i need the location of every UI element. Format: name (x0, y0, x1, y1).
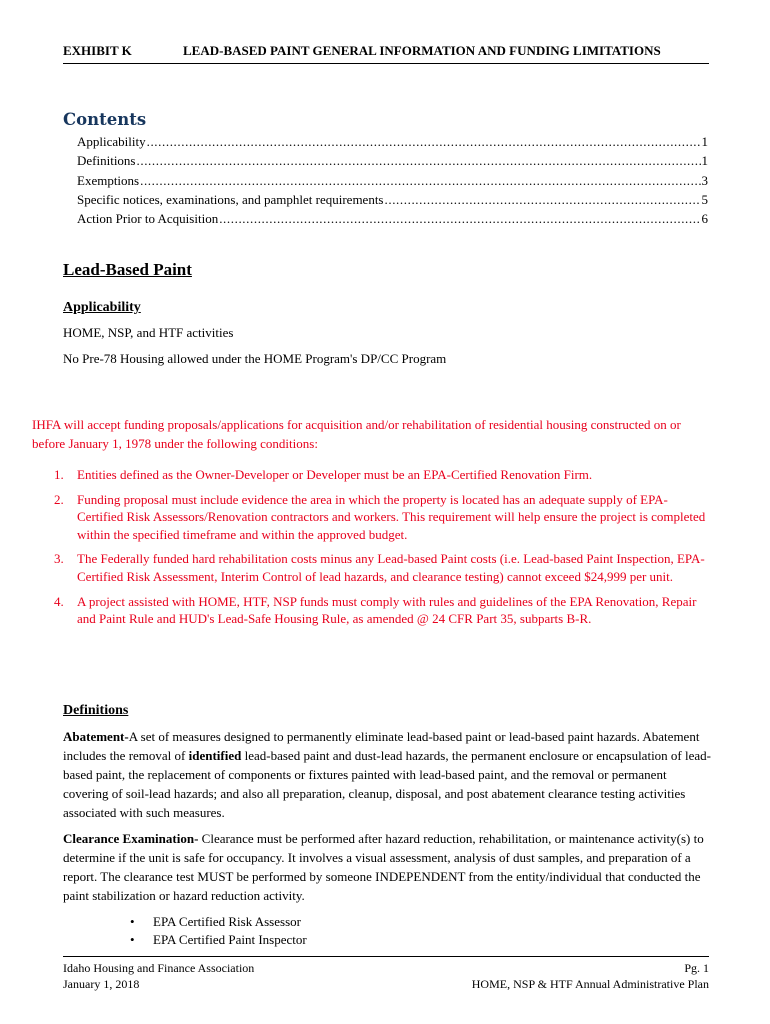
condition-text: The Federally funded hard rehabilitation costs minus any Lead-based Paint costs (i.e. Lead-based Paint Inspection, EPA- Certified Risk Assessment, Interim Control of lead hazards, and clearance testing) cannot exceed $24,999 per unit. (77, 551, 705, 584)
list-item-text: EPA Certified Paint Inspector (153, 932, 307, 947)
bullet-icon: • (130, 932, 135, 947)
toc-entry-label: Exemptions (77, 172, 140, 188)
applicability-heading: Applicability (63, 300, 141, 315)
toc-entry-label: Action Prior to Acquisition (77, 211, 219, 227)
clearance-text: Clearance must be performed after hazard reduction, rehabilitation, or maintenance activity(s) to determine if the unit is safe for occupancy. It involves a visual assessment, analysis of dust samples, and preparation of a report. The clearance test MUST be performed by someone INDEPENDENT from the entity/individual that conducted the paint stabilization or hazard reduction activity. (63, 831, 704, 903)
condition-number: 2. (54, 491, 64, 507)
abatement-text-2: lead-based paint and dust-lead hazards, the permanent enclosure or encapsulation of lead-based paint, the replacement of components or fixtures painted with lead-based paint, and the removal or permanent covering of soil-lead hazards; and also all preparation, cleanup, disposal, and post abatement clearance testing activities associated with such measures. (63, 748, 711, 820)
toc-entry-exemptions[interactable] (77, 173, 708, 192)
exhibit-label: EXHIBIT K (63, 43, 132, 58)
toc-entry-specific-notices[interactable] (77, 192, 708, 211)
abatement-bold-word: identified (188, 748, 242, 763)
clearance-inspector-list (130, 913, 307, 949)
definitions-heading: Definitions (63, 703, 129, 718)
condition-item (50, 550, 710, 585)
header-title: LEAD-BASED PAINT GENERAL INFORMATION AND FUNDING LIMITATIONS (183, 43, 661, 58)
condition-item (50, 466, 710, 484)
footer-date: January 1, 2018 (63, 977, 140, 991)
page-header (63, 43, 709, 64)
toc-leader-dots (140, 173, 700, 189)
list-item (130, 913, 307, 931)
bullet-icon: • (130, 914, 135, 929)
condition-text: A project assisted with HOME, HTF, NSP funds must comply with rules and guidelines of the EPA Renovation, Repair and Paint Rule and HUD's Lead-Safe Housing Rule, as amended @ 24 CFR Part 35, subparts B-R. (77, 593, 697, 627)
toc-entry-page: 3 (701, 172, 708, 188)
toc-leader-dots (385, 192, 701, 208)
abatement-term: Abatement- (63, 729, 129, 744)
footer-page-number: Pg. 1 (684, 961, 709, 975)
condition-text: Entities defined as the Owner-Developer or Developer must be an EPA-Certified Renovation Firm. (77, 467, 593, 482)
abatement-text-1: A set of measures designed to permanently eliminate lead-based paint or lead-based paint hazards. Abatement includes the removal of (63, 729, 700, 763)
contents-heading: Contents (63, 110, 147, 129)
toc-entry-action-prior[interactable] (77, 211, 708, 230)
abatement-definition (63, 727, 711, 822)
toc-entry-page: 5 (701, 191, 708, 207)
clearance-term: Clearance Examination- (63, 831, 199, 846)
condition-text: Funding proposal must include evidence the area in which the property is located has an adequate supply of EPA-Certified Risk Assessors/Renovation contractors and workers. This requirement will help ensure the project is completed within the specified timeframe and within the approved budget. (77, 491, 706, 542)
clearance-definition (63, 829, 711, 905)
footer-plan-title: HOME, NSP & HTF Annual Administrative Plan (471, 977, 709, 991)
toc-leader-dots (147, 134, 701, 150)
applicability-line-1: HOME, NSP, and HTF activities (63, 325, 234, 340)
toc-entry-page: 1 (701, 153, 708, 169)
condition-number: 4. (54, 593, 64, 609)
toc-leader-dots (137, 153, 701, 169)
section-title-lead-based-paint: Lead-Based Paint (63, 260, 192, 279)
toc-leader-dots (219, 211, 700, 227)
conditions-list (50, 466, 710, 628)
applicability-line-2: No Pre-78 Housing allowed under the HOME Program's DP/CC Program (63, 351, 447, 366)
toc-entry-page: 1 (701, 134, 708, 149)
toc-entry-label: Definitions (77, 153, 136, 169)
table-of-contents (77, 134, 708, 230)
toc-entry-definitions[interactable] (77, 153, 708, 172)
condition-item (50, 491, 710, 544)
list-item (130, 931, 307, 949)
toc-entry-label: Specific notices, examinations, and pamphlet requirements (77, 191, 384, 207)
list-item-text: EPA Certified Risk Assessor (153, 914, 301, 929)
toc-entry-applicability[interactable] (77, 134, 708, 153)
condition-item (50, 593, 710, 628)
condition-number: 1. (54, 467, 64, 482)
page-footer (63, 956, 709, 991)
toc-entry-label: Applicability (77, 134, 146, 149)
toc-entry-page: 6 (701, 211, 708, 227)
footer-organization: Idaho Housing and Finance Association (63, 961, 255, 975)
ihfa-intro-paragraph: IHFA will accept funding proposals/applications for acquisition and/or rehabilitation of residential housing constructed on or before January 1, 1978 under the following conditions: (32, 417, 681, 451)
condition-number: 3. (54, 551, 64, 567)
